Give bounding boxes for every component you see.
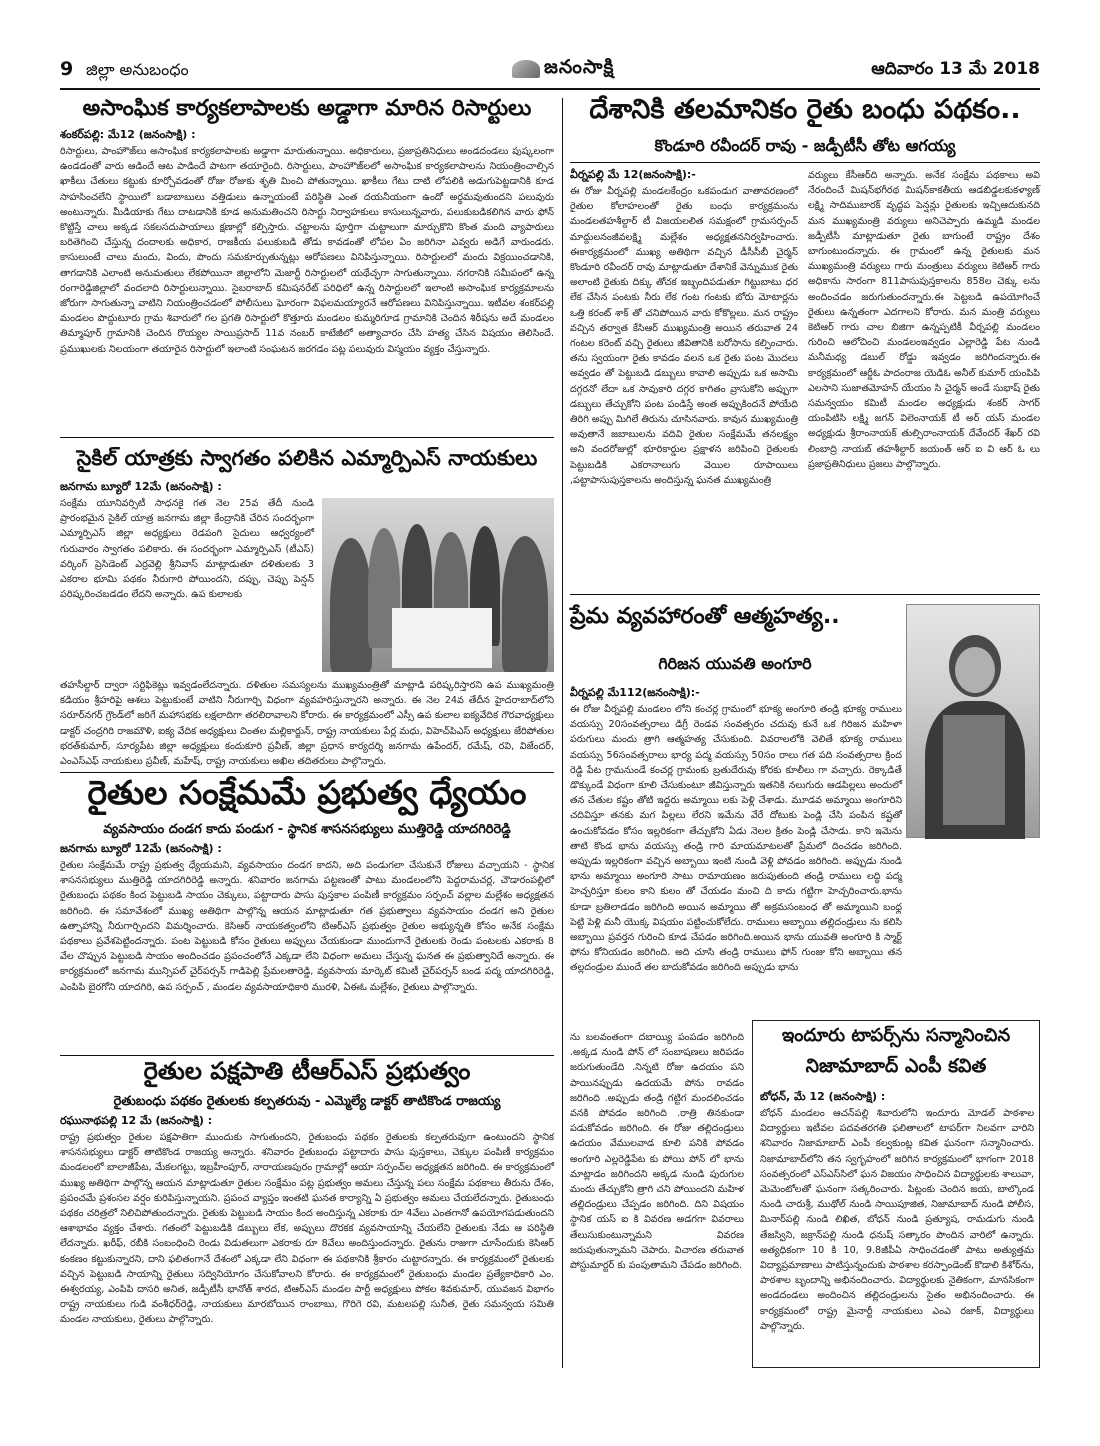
article-divider xyxy=(60,437,554,438)
pride-dateline: వీర్నపల్లి మే 12(జనంసాక్షి):- xyxy=(570,168,696,181)
logo-emblem-icon xyxy=(512,60,540,78)
welfare-headline: రైతుల సంక్షేమమే ప్రభుత్వ ధ్యేయం xyxy=(87,773,527,812)
cycle-headline: సైకిల్ యాత్రకు స్వాగతం పలికిన ఎమ్మార్పిఎస్ నాయకులు xyxy=(76,446,538,470)
resorts-body: రిసార్టులు, పాంహౌజ్‌లు అసాంఘిక కార్యకలాపాలకు అడ్డాగా మారుతున్నాయి. అధికారులు, ప్రజాప్రతినిధులు అండదండలు పుష్కలంగా ఉండడంతో వారు ఆడిందే ఆట పాడిందే పాటగా తయారైంది. రిసార్టులు, పాంహౌజ్‌లలో అసాంఘిక కార్యకలాపాలను నియంత్రించాల్సిన ఖాకీలు చేతులు కట్టుకు కూర్చోవడంతో రోజు రోజుకు శృతి మించి పోతున్నాయి. ఖాకీలు గేటు దాటి లోపలికి అడుగుపెట్టడానికి కూడ సాహసించలేని స్థాయిలో బడాబాబులు వత్తిడులు ఉన్నాయంటే పరిస్థితి ఎంత దయనీయంగా ఉందో అర్థమవుతుందని పలువురు అంటున్నారు. మీడియాకు గేటు దాటడానికి కూడ అనుమతించని రిసార్టు నిర్వాహకులు కాసులున్నవారు, పలుకుబడికలిగిన వారు ఫోన్ కొట్టిస్తే చాలు అక్కడ సకలసదుపాయాలు క్షణాల్లో కల్పిస్తారు. చట్టాలను పూర్తిగా చుట్టాలుగా మార్చుకొని కొంత మంది వ్యాపారులు బరితెగించి చేస్తున్న దందాలకు అధికార, రాజకీయ పలుకుబడి తోడు కావడంతో లోపల ఏం జరిగినా ఎవ్వరు అడిగే వారుండరు. కాసులుంటే చాలు మందు, విందు, పొందు సమకూర్చుతున్నట్లు ఆరోపణలు వినిపిస్తున్నాయి. రిసార్టులలో మందు విక్రయించడానికి, తాగడానికి ఎలాంటి అనుమతులు లేకపోయినా జిల్లాలోని మెజార్టీ రిసార్టులలో యథేచ్ఛగా సాగుతున్నాయి. నగరానికి సమీపంలో ఉన్న రంగారెడ్డిజిల్లాలో వందలాది రిసార్టులున్నాయి. సైబరాబాద్ కమిషనరేట్ పరిధిలో ఉన్న రిసార్టులలో ఇలాంటి అసాంఘిక కార్యక్రమాలను జోరుగా సాగుతున్నా వాటిని నియంత్రించడంలో పోలీసులు ఘోరంగా విఫలమయ్యారనే ఆరోపణలు వినిపిస్తున్నాయి. ఇటీవల శంకర్‌పల్లి మండలం పొద్దుటూరు గ్రామ శివారులో గల ప్రగతి రిసార్టులో కొత్తూరు మండలం కుమ్మరిగూడ గ్రామానికి చెందిన శిరీషను అదే మండలం తిమ్మాపూర్ గ్రామానికి చెందిన రొయ్యల సాయిప్రసాద్ 11వ నంబర్ కాటేజీలో అత్యాచారం చేసి హత్య చేసిన విషయం తెలిసిందే. ప్రముఖులకు నిలయంగా తయారైన రిసార్టులో ఇలాంటి సంఘటన జరగడం పట్ల పలువురు విస్మయం వ్యక్తం చేస్తున్నారు. xyxy=(60,146,554,355)
cycle-body-bottom: తహసీల్దార్ ద్వారా సర్టిఫికెట్లు ఇవ్వడంలేదన్నారు. దళితుల సమస్యలను ముఖ్యమంత్రితో మాట్లాడి పరిష్కరిస్తారని ఉప ముఖ్యమంత్రి కడియం శ్రీహరిపై ఆశలు పెట్టుకుంటే వాటిని నీరుగార్చి విధంగా వ్యవహరిస్తున్నారని అన్నారు. ఈ నెల 24వ తేదీన హైదరాబాద్‌లోని సరూర్‌నగర్ గ్రౌండ్‌లో జరిగే మహాసభకు లక్షలాదిగా తరలిరావాలని కోరారు. ఈ కార్యక్రమంలో ఎస్సీ ఉప కులాల ఐక్యవేదిక గౌరవాధ్యక్షులు డాక్టర్ చంద్రగిరి రాజమౌళి, ఐక్య వేదిక అధ్యక్షులు చింతల మల్లికార్జున్, రాష్ట్ర నాయకులు పేర్ల మధు, విహెచ్‌పిఎస్ అధ్యక్షులు జేరిపోతుల భరత్‌కుమార్, సూర్యపేట జిల్లా అధ్యక్షులు కందుకూరి ప్రవీణ్, జిల్లా ప్రధాన కార్యదర్శి జనగామ ఉపేందర్, రమేష్, రవి, విజేందర్, ఎంఎస్‌ఎఫ్ నాయకులు ప్రవీణ్, మహేష్, రాష్ట్ర నాయకులు అఖిల తదితరులు పాల్గొన్నారు. xyxy=(60,680,554,768)
masthead xyxy=(60,54,1040,90)
section-name: జిల్లా అనుబంధం xyxy=(86,60,189,79)
suicide-dateline: వీర్నపల్లి మే112(జనంసాక్షి):- xyxy=(570,686,700,699)
trs-body: రాష్ట్ర ప్రభుత్వం రైతుల పక్షపాతిగా ముందుకు సాగుతుందని, రైతుబంధు పథకం రైతులకు కల్పతరువుగా ఉంటుందని స్థానిక శాసనసభ్యులు డాక్టర్ తాటికొండ రాజయ్య అన్నారు. శనివారం రైతుబంధు పట్టాదారు పాసు పుస్తకాలు, చెక్కుల పంపిణీ కార్యక్రమం మండలంలో బాలాజీపేట, మేకలగట్టు, ఇబ్రహీంపూర్, నారాయణపురం గ్రామాల్లో ఆయా సర్పంచ్‌ల అధ్యక్షతన జరిగింది. ఈ కార్యక్రమంలో ముఖ్య అతిథిగా పాల్గొన్న ఆయన మాట్లాడుతూ రైతుల సంక్షేమం పట్ల ప్రభుత్వం అమలు చేస్తున్న పలు సంక్షేమ పథకాలు తీరును దేశం, ప్రపంచమే ప్రశంసల వర్షం కురిపిస్తున్నాయని. ప్రపంచ వ్యాప్తం ఇంతటి ఘనత కార్యాన్ని ఏ ప్రభుత్వం అమలు చేయలేదన్నారు. రైతుబంధు పథకం చరిత్రలో నిలిచిపోతుందన్నారు. రైతుకు పెట్టుబడి సాయం కింద అందిస్తున్న ఎకరాకు రూ 4వేలు ఎంతగానో ఉపయోగపడుతుందని ఆశాభావం వ్యక్తం చేశారు. గతంలో పెట్టుబడికి డబ్బులు లేక, అప్పులు దొరకక వ్యవసాయాన్ని చేయలేని రైతులకు నేడు ఆ పరిస్థితి లేదన్నారు. ఖరీఫ్, రబీకి సంబంధించి రెండు విడుతలుగా ఎకరాకు రూ 8వేలు అందిస్తుందన్నారు. రైతును రాజుగా చూసేందుకు కెసిఆర్ కంకణం కట్టుకున్నారని, దాని ఫలితంగానే దేశంలో ఎక్కడా లేని విధంగా ఈ పథకానికి శ్రీకారం చుట్టారన్నారు. ఈ కార్యక్రమంలో రైతులకు వచ్చిన పెట్టుబడి సాయాన్ని రైతులు సద్వినియోగం చేసుకోవాలని కోరారు. ఈ కార్యక్రమంలో రైతుబంధు మండల ప్రత్యేకాధికారి ఎం. ఈశ్వరయ్య, ఎంపిపి దాసరి అనిత, జడ్పీటీసీ భానోత్ శారద, టిఆర్ఎస్ మండల పార్టీ అధ్యక్షులు పోకల శివకుమార్, యువజన విభాగం రాష్ట్ర నాయకులు గుడి వంశీధర్‌రెడ్డి, నాయకులు మారబోయిన రాంబాబు, గొరిగె రవి, మటలపల్లి సునీత, రైతు సమన్వయ సమితి మండల నాయకులు, రైతులు పాల్గొన్నారు. xyxy=(60,1132,554,1326)
paper-name: జనంసాక్షి xyxy=(544,55,615,78)
suicide-body-bottom: ను బలవంతంగా దబాయ్యి పంపడం జరిగింది .అక్కడ నుండి పోన్ లో సంబాషణలు జరిపడం జరుగుతుండేది .నిన్నటి రోజు ఉదయం పని పాయినప్పుడు ఉదయమే పోను రావడం జరిగింది .అప్పుడు తండ్రి గట్టిగ మందలించడం వనకి పోవడం జరిగింది .రాత్రి తినకుండా పడుకోవడం జరిగింది. ఈ రోజు తల్లిదండ్రులు ఉదయం వేములవాడ కూలి పనికి పోవడం అంగూరి ఎల్లరెడ్డిపేట కు పోయి పోన్ లో భాను మాట్లాడం జరిగిందని అక్కడ నుండి పురుగుల మందు తేచ్చుకోని త్రాగి చని పోయిందని మహిళ తల్లిదండ్రులు చేప్పడం జరిగింది. దిని విషయం స్థానిక యస్ ఐ కి వివరణ అడగగా వివరాలు తేలుసుకుంటున్నామని వివరణ జరుపుతున్నామని చెపారు. విచారణ తరువాత పోస్టుమార్టర్ కు పంపుతామని చేపడం జరిగింది. xyxy=(570,1032,744,1272)
trs-headline: రైతుల పక్షపాతి టీఆర్ఎస్ ప్రభుత్వం xyxy=(143,1057,471,1085)
article-divider xyxy=(60,1055,554,1056)
suicide-headline: ప్రేమ వ్యవహారంతో ఆత్మహత్య.. xyxy=(570,604,840,629)
page-number: 9 xyxy=(60,58,74,80)
welfare-dateline: జనగామ బ్యూరో 12మే (జనంసాక్షి) : xyxy=(60,842,222,855)
victim-photo xyxy=(906,604,1040,838)
kavitha-dateline: బోధన్, మే 12 (జనంసాక్షి) : xyxy=(760,1090,886,1103)
trs-dateline: రఘునాథపల్లి 12 మే (జనంసాక్షి) : xyxy=(60,1114,213,1127)
issue-date: ఆదివారం 13 మే 2018 xyxy=(871,59,1040,79)
kavitha-body: బోధన్ మండలం ఆచన్‌పల్లి శివారులోని ఇందూరు మోడల్ పాఠశాల విద్యార్థులు ఇటీవల పదవతరగతి ఫలితాలలో టాపర్‌గా నిలవగా వారిని శనివారం నిజామాబాద్ ఎంపీ కల్వకుంట్ల కవిత ఘనంగా సన్మానించారు. నిజామాబాద్‌లోని తన స్వగృహంలో జరిగిన కార్యక్రమంలో భాగంగా 2018 సంవత్సరంలో ఎస్‌ఎస్‌సిలో ఘన విజయం సాధించిన విద్యార్థులకు శాలువా, మెమెంటోలతో ఘనంగా సత్కరించారు. పిట్లంకు చెందిన జయ, బాల్కొండ నుండి చారుశ్రీ, ముథోల్ నుండి సాయిపూజిత, నిజామాబాద్ నుండి పోలీస, మినార్‌పల్లి నుండి లిఖిత, బోధన్ నుండి ప్రత్యూష, రామడుగు నుండి తేజస్విని, జక్రాన్‌పల్లి నుండి ధనుష్ సత్కారం పొందిన వారిలో ఉన్నారు. అత్యధికంగా 10 కి 10, 9.8జీపీఏ సాధించడంతో పాటు అత్యుత్తమ విద్యాప్రమాణాలు పాటిస్తున్నందుకు పాఠశాల కరస్పాండెంట్ కొడాలి కిశోర్‌ను, పాఠశాల బృందాన్ని అభినందించారు. విద్యార్థులకు నైతికంగా, మానసికంగా అండదండలు అందించిన తల్లిదండ్రులను సైతం అభినందించారు. ఈ కార్యక్రమంలో రాష్ట్ర మైనార్టీ నాయకులు ఎంఎ రజాక్, విద్యార్థులు పాల్గొన్నారు. xyxy=(760,1108,1034,1332)
trs-subhead: రైతుబంధు పథకం రైతులకు కల్పతరువు - ఎమ్మెల్యే డాక్టర్ తాటికొండ రాజయ్య xyxy=(113,1094,501,1109)
paper-logo xyxy=(512,54,642,84)
cycle-body-top: సంక్షేమ యూనివర్సిటీ సాధనకై గత నెల 25వ తేదీ నుండి ప్రారంభమైన సైకిల్ యాత్ర జనగామ జిల్లా కేంద్రానికి చేరిన సందర్భంగా ఎమ్మార్పిఎస్ జిల్లా అధ్యక్షులు రెడపంగి సైదులు ఆధ్వర్యంలో గురువారం స్వాగతం పలికారు. ఈ సందర్భంగా ఎమ్మార్పిఎస్ (టీఎస్) వర్కింగ్ ప్రెసిడెంట్ ఎర్రవెల్లి శ్రీనివాస్ మాట్లాడుతూ దళితులకు 3 ఎకరాల భూమి పథకం నీరుగారి పోయిందని, దప్పు, చెప్పు పెన్షన్ పరిష్కరించబడడం లేదని అన్నారు. ఉప కులాలకు xyxy=(60,498,314,601)
suicide-body-top-narrow: ఈ రోజు వీర్నపల్లి మండలం లోని కంచర్ల గ్రామంలో భూక్య అంగూరి తండ్రి భూక్య రాములు వయస్సు 20సంవత్సరాలు డిగ్రీ రెండవ సంవత్సరం చదువు కునే ఒక గిరిజన మహిళా పరుగులు మందు త్రాగి ఆత్మహత్య చేసుకుంది. వివరాలలోకి వెలితే భూక్య రాములు వయస్సు 56సంవత్సరాలు భార్య పద్మ వయస్సు 50సం రాలు గత పది సంవత్సరాల క్రింద రెడ్డి పేట గ్రామనుండే కంచర్ల గ్రామంకు బ్రతుదేరువు కోరకు కూలీలు గా వచ్చారు. రెక్కాడితే డొక్కుండే విధంగా కూలి చేసుకుంటూ జీవిస్తున్నారు ఇతనికి నలుగురు ఆడపిల్లలు అందులో తన చేతుల కష్టం తోటి ఇద్దరు అమ్మాయి లకు పెళ్లి చేశాడు. మూడవ అమ్మాయి అంగూరిని చదివిస్తూ తనకు మగ పిల్లలు లేరని ఇమేను వేరే దోటుకు పెండ్లి చేసి పంపిన కష్టతో ఉంచుకోవడం కోసం ఇల్లరికంగా తేచ్చుకోని ఏడు నెలల క్రితం పెండ్లి చేసాడు. కాని ఇమెను తాటి కొండ భాను వయస్సు తండ్రి గారి మాయమాటలతో ప్రేమలో దించడం జరిగింది. అప్పుడు ఇల్లరికంగా వచ్చిన అబ్బాయి ఇంటి నుండి వెళ్లి పోవడం జరిగింది. అప్పుడు నుండి భాను అమ్మాయి అంగూరి సాటు రామాయణం జరుపుతుంది తండ్రి రాములు లద్ధి పద్మ హెచ్చరిస్తూ కులం కాని కులం తో చేయడం మంచి ది కాదు గట్టిగా హెచ్చరించారు.భాను కూడా బ్రతిలాడడం జరిగింది అయిన అమ్మాయి తో అక్రమసంబంధ తో అమ్మాయిని బంధ్ల పెట్టి పెళ్లి మనీ యొక్క విషయం పట్టించుకోలేదు. రాములు అబ్బాయి తల్లిదండ్రులు ను కలిసి అబ్బాయి ప్రవర్తన గురించి కూడ చేపడం జరిగింది.అయిన భాను యువతి అంగూరి కి స్మార్ట్ ఫోను కోనియడం జరిగింది. అది చూసి తండ్రి రాములు ఫోన్ గుంజు కోని అబ్బాయి తన తల్లదండ్రుల ముందే తల బాదుకోవడం జరిగింది అప్పుడు భాను xyxy=(570,704,902,974)
rally-photo xyxy=(322,498,554,672)
article-divider xyxy=(570,594,1040,595)
article-divider xyxy=(570,162,1040,163)
pride-subhead: కొండూరి రవీందర్ రావు - జడ్పీటీసీ తోట ఆగయ్య xyxy=(654,136,956,155)
pride-body-right: వర్యులు కేసీఆర్‌ది అన్నారు. అనేక సంక్షేమ పథకాలు అవి నేరందించే మిషన్‌భగీరథ మిషన్‌కాకతీయ ఆడబిడ్డలకుకళ్యాణ్ లక్ష్మి సాదిముబారక్ వృద్ధప పెన్షన్లు రైతులకు ఇచ్చిఆదుకునది మన ముఖ్యమంత్రి వర్యులు అనిచెప్పారు ఉమ్మడి మండల జడ్పీటీసీ మాట్లాడుతూ రైతు బాగుంటే రాష్ట్రం దేశం బాగుంటుందన్నారు. ఈ గ్రామంలో ఉన్న రైతులకు మన ముఖ్యమంత్రి వర్యులు గారు మంత్రులు వర్యులు కెటిఆర్ గారు అధికాను సారంగా 811పాసుపుస్తకాలను 858ల చెక్కు లను అందించడం జరుగుతుందన్నారు.ఈ పెట్టబడి ఉపయోగించే రైతులు ఉన్నతంగా ఎదగాలని కోరారు. మన మంత్రి వర్యులు కెటిఆర్ గారు చాల బిజిగా ఉన్నప్పటికీ వీర్నపల్లి మండలం గురించి ఆలోచించి మండలంఇవ్వడం ఎల్లారెడ్డి పేట నుండి మనీమధ్య డబుల్ రోడ్డు ఇవ్వడం జరిగిందన్నారు.ఈ కార్యక్రమంలో ఆర్డీఓ పాదంరాజ యెడిఓ అనీల్ కుమార్ యంపిపి ఎలసాని సుజాతమోహన్ యేయం సి చైర్మన్ అండే సుభాష్ రైతు సమన్వయం కమిటీ మండల అధ్యక్షుడు శంకర్ సాగర్ యంపిటిసి లక్ష్మి జగన్ విలెంనాయక్ టీ అర్ యస్ మండల అధ్యక్షుడు శ్రీరాంనాయక్ తుల్సిరాంనాయక్ దేవేందర్ శేఖర్ రవి లింబాద్రి నాయబ్ తహశీల్దార్ జయంత్ ఆర్ ఐ వి ఆర్ ఓ లు ప్రజాప్రతినిధులు ప్రజలు పాల్గొన్నారు. xyxy=(808,170,1040,470)
suicide-subhead: గిరిజన యువతి అంగూరి xyxy=(658,654,812,673)
kavitha-headline-line2: నిజామాబాద్ ఎంపీ కవిత xyxy=(805,1055,987,1077)
column-divider xyxy=(562,98,563,1368)
kavitha-headline-line1: ఇందూరు టాపర్స్‌ను సన్మానించిన xyxy=(781,1025,1011,1046)
pride-body-left: ఈ రోజు వీర్నపల్లి మండలకేంద్రం ఒకపండుగ వాతావరణంలో రైతుల కోలాహలంతో రైతు బంధు కార్యక్రమంను మండలతహశీల్దార్ టీ విజయలలిత సమక్షంలో గ్రామసర్పంచ్ మాద్దులనంజీవలక్ష్మి మల్లేశం అధ్యక్షతననిర్వహించారు. ఈకార్యక్రమంలో ముఖ్య అతిథిగా వచ్చిన డీసీసీబీ చైర్మన్ కొండూరి రవీందర్ రావు మాట్లాడుతూ దేశానికే వెన్నుముక రైతు అలాంటి రైతుకు దిక్కు తోచక ఇబ్బందిపడుతూ గిట్టుబాటు ధర లేక చేసిన పంటకు నీరు లేక గంట గంటకు బోరు మోటార్లను ఒత్తి కరంట్ శాక్ తో చనిపోయిన వారు కోకొల్లలు. మన రాష్ట్రం వచ్చిన తర్వాత కేసిఆర్ ముఖ్యమంత్రి అయిన తరువాత 24 గంటల కరెంట్ వచ్చి రైతులు జీవితానికి బరోసాను కల్పించారు. తను స్వయంగా రైతు కావడం వలన ఒక రైతు పంట మొదలు అవ్వడం తో పెట్టుబడి డబ్బులు కావాలి అప్పుడు ఒక అసామి దగ్గరనో లేదా ఒక సావుకారి దగ్గర కాగితం వ్రాసుకోని అప్పుగా డబ్బులు తేచ్చుకోని పంట పండిస్తే అంత అప్పుకిందనే పోయేది తిరిగి అప్పు మిగిలే తిరును చూసినవారు. కావున ముఖ్యమంత్రి అవుతానే జబాబులను వదివి రైతుల సంక్షేమమే తనలక్ష్యం అని వందరోజుల్లో భూరికార్డుల ప్రక్షాళన జరిపించి రైతులకు పెట్టుబడికి ఎకరానాలుగు వెయిల రూపాయిలు ,పట్టాపాసుపుస్తకాలను అందిస్తున్న ఘనత ముఖ్యమంత్రి xyxy=(570,186,798,486)
cycle-dateline: జనగామ బ్యూరో 12మే (జనంసాక్షి) : xyxy=(60,480,222,493)
welfare-subhead: వ్యవసాయం దండగ కాదు పండుగ - స్థానిక శాసనసభ్యులు ముత్తిరెడ్డి యాదగిరిరెడ్డి xyxy=(103,822,511,837)
pride-headline: దేశానికి తలమానికం రైతు బంధు పథకం.. xyxy=(589,94,1021,125)
welfare-body: రైతుల సంక్షేమమే రాష్ట్ర ప్రభుత్వ ధ్యేయమని, వ్యవసాయం దండగ కాదని, అది పండుగలా చేసుకునే రోజులు వచ్చాయని - స్థానిక శాసనసభ్యులు ముత్తిరెడ్డి యాదగిరిరెడ్డి అన్నారు. శనివారం జనగామ పట్టణంతో పాటు మండలంలోని పెద్దరామచర్ల, చౌడారంపల్లిలో రైతుబంధు పథకం కింద పెట్టుబడి సాయం చెక్కులు, పట్టాదారు పాసు పుస్తకాల పంపిణీ కార్యక్రమం సర్పంచ్ వల్లాల మల్లేశం అధ్యక్షతన జరిగింది. ఈ సమావేశంలో ముఖ్య అతిథిగా పాల్గొన్న ఆయన మాట్లాడుతూ గత ప్రభుత్వాలు వ్యవసాయం దండగ అని రైతుల ఉత్సాహాన్ని నీరుగార్చిందని విమర్శించారు. కెసిఆర్ నాయకత్వంలోని టిఆర్ఎస్ ప్రభుత్వం రైతుల అభ్యున్నతి కోసం అనేక సంక్షేమ పథకాలు ప్రవేశపెట్టిందన్నారు. పంట పెట్టుబడి కోసం రైతులు అప్పులు చేయకుండా ముందుగానే రైతులకు రెండు పంటలకు ఎకరాకు 8 వేల చొప్పున పెట్టుబడి సాయం అందించడం ప్రపంచంలోనే ఎక్కడా లేని విధంగా అమలు చేస్తున్న ఘనత ఈ ప్రభుత్వానిదే అన్నారు. ఈ కార్యక్రమంలో జనగామ మున్సిపల్ చైర్‌పర్సన్ గాడిపెల్లి ప్రేమలతారెడ్డి, వ్యవసాయ మార్కెట్ కమిటీ చైర్‌పర్సన్ బండ పద్మ యాదగిరిరెడ్డి, ఎంపిపి బైరగోని యాదగిరి, ఉప సర్పంచ్ , మండల వ్యవసాయాధికారి మురళి, ఏఈఓ మల్లేశం, రైతులు పాల్గొన్నారు. xyxy=(60,860,554,993)
resorts-headline: అసాంఘిక కార్యకలాపాలకు అడ్డాగా మారిన రిసార్టులు xyxy=(82,96,532,121)
resorts-dateline: శంకర్‌పల్లి: మే12 (జనంసాక్షి) : xyxy=(60,128,196,141)
